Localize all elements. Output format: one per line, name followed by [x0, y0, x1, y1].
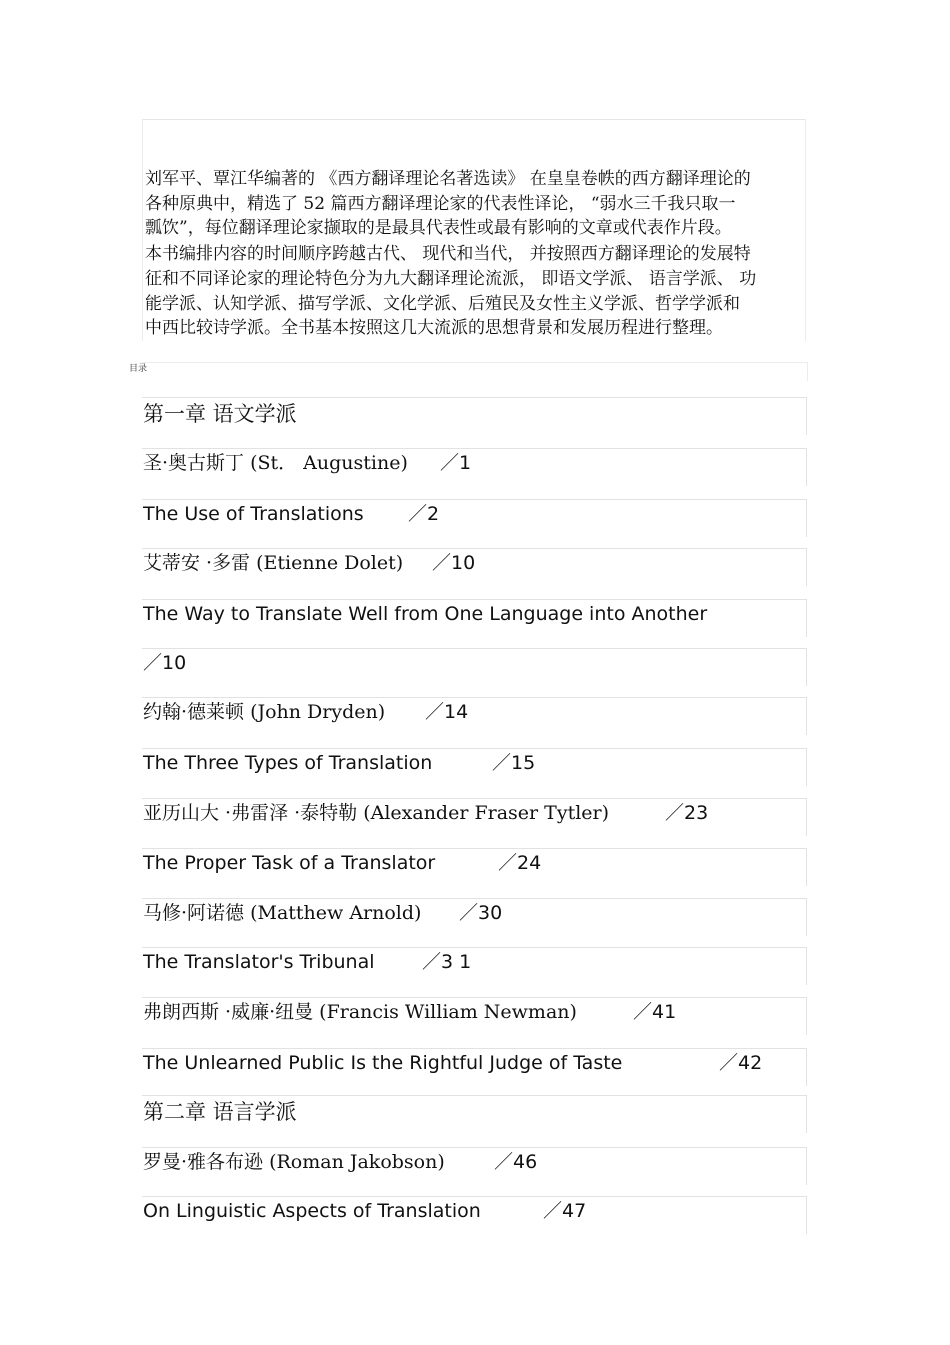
toc-entry: [142, 548, 807, 586]
toc-entry-page: ／42: [719, 1052, 763, 1074]
toc-entry-page: ／41: [633, 1001, 677, 1023]
toc-entry: [142, 448, 807, 486]
toc-entry-title: 罗曼·雅各布逊 (Roman Jakobson): [143, 1151, 445, 1173]
toc-entry-page: ／10: [432, 552, 476, 574]
toc-entry: [142, 1048, 807, 1086]
intro-line: 刘军平、覃江华编著的 《西方翻译理论名著选读》 在皇皇卷帙的西方翻译理论的: [145, 169, 751, 189]
toc-entry-title: 艾蒂安 ·多雷 (Etienne Dolet): [143, 552, 404, 574]
toc-label-frame: [142, 362, 808, 381]
toc-entry-page: ／30: [459, 902, 503, 924]
toc-entry: [142, 697, 807, 735]
intro-line: 各种原典中，精选了 52 篇西方翻译理论家的代表性译论， “弱水三千我只取一: [145, 194, 736, 214]
toc-entry-page: ／3 1: [422, 951, 472, 973]
toc-entry: [142, 499, 807, 537]
toc-chapter-title: 第一章 语文学派: [143, 402, 297, 426]
toc-entry-title: 马修·阿诺德 (Matthew Arnold): [143, 902, 422, 924]
toc-entry-page: ／24: [498, 852, 542, 874]
intro-line: 中西比较诗学派。全书基本按照这几大流派的思想背景和发展历程进行整理。: [145, 318, 723, 338]
intro-line: 瓢饮”，每位翻译理论家撷取的是最具代表性或最有影响的文章或代表作片段。: [145, 218, 732, 238]
toc-entry-title: 弗朗西斯 ·威廉·纽曼 (Francis William Newman): [143, 1001, 577, 1023]
toc-entry-title: The Translator's Tribunal: [143, 951, 375, 973]
intro-line: 本书编排内容的时间顺序跨越古代、 现代和当代， 并按照西方翻译理论的发展特: [145, 244, 751, 264]
toc-entry: [142, 947, 807, 985]
toc-entry-title: 亚历山大 ·弗雷泽 ·泰特勒 (Alexander Fraser Tytler): [143, 802, 610, 824]
toc-entry: [142, 599, 807, 637]
toc-entry: [142, 648, 807, 686]
toc-entry: [142, 898, 807, 936]
toc-entry-page: ／15: [492, 752, 536, 774]
toc-chapter-title: 第二章 语言学派: [143, 1100, 297, 1124]
toc-chapter: [142, 1095, 807, 1133]
toc-entry: [142, 1196, 807, 1234]
toc-entry: [142, 997, 807, 1035]
toc-entry-title: 约翰·德莱顿 (John Dryden): [143, 701, 386, 723]
toc-chapter: [142, 397, 807, 435]
toc-entry-title: 圣·奥古斯丁 (St． Augustine): [143, 452, 408, 474]
toc-entry-page: ／2: [408, 503, 440, 525]
intro-paragraph: [142, 119, 806, 341]
toc-entry: [142, 848, 807, 886]
toc-label: 目录: [129, 364, 148, 374]
toc-entry-title: The Way to Translate Well from One Language into Another: [143, 603, 708, 625]
toc-entry-page: ／47: [543, 1200, 587, 1222]
toc-entry: [142, 798, 807, 836]
toc-entry: [142, 1147, 807, 1185]
toc-entry-title: The Use of Translations: [143, 503, 364, 525]
toc-entry: [142, 748, 807, 786]
toc-entry-page: ／10: [143, 652, 187, 674]
toc-entry-title: The Three Types of Translation: [143, 752, 433, 774]
toc-entry-title: The Unlearned Public Is the Rightful Judge of Taste: [143, 1052, 623, 1074]
toc-entry-title: On Linguistic Aspects of Translation: [143, 1200, 481, 1222]
toc-entry-page: ／23: [665, 802, 709, 824]
toc-entry-page: ／1: [440, 452, 472, 474]
toc-entry-page: ／46: [494, 1151, 538, 1173]
intro-line: 能学派、认知学派、描写学派、文化学派、后殖民及女性主义学派、哲学学派和: [145, 294, 740, 314]
toc-entry-title: The Proper Task of a Translator: [143, 852, 436, 874]
intro-line: 征和不同译论家的理论特色分为九大翻译理论流派， 即语文学派、 语言学派、 功: [145, 269, 757, 289]
toc-entry-page: ／14: [425, 701, 469, 723]
